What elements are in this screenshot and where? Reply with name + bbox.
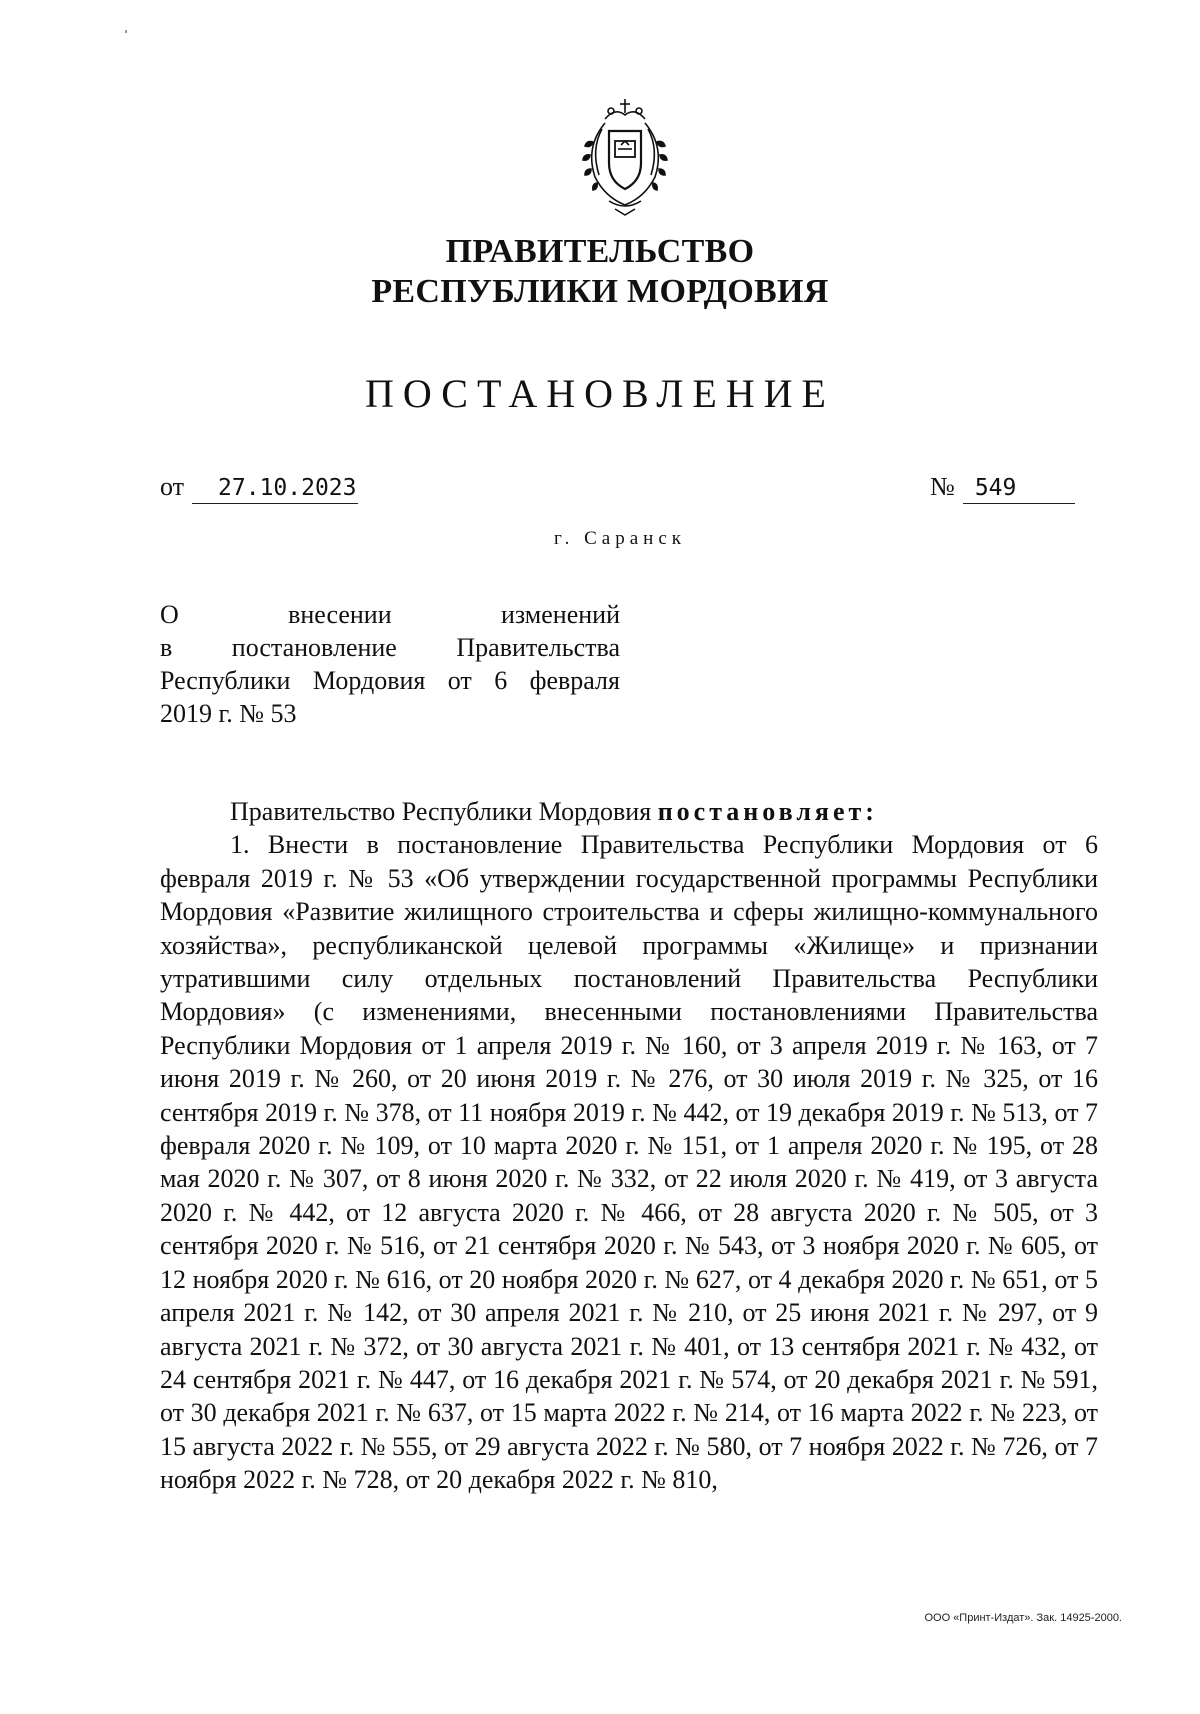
number-value: 549 (963, 473, 1075, 504)
scan-speck (125, 30, 127, 33)
document-body (160, 795, 1098, 1497)
authority-line-2: РЕСПУБЛИКИ МОРДОВИЯ (371, 273, 829, 310)
document-subject (160, 598, 620, 730)
preamble-text: Правительство Республики Мордовия (230, 797, 658, 826)
date-prefix: от (160, 472, 185, 501)
number-prefix: № (930, 472, 955, 501)
paragraph-1: 1. Внести в постановление Правительства Республики Мордовия от 6 февраля 2019 г. № 53 «Об утверждении государственной программы Республики Мордовия «Развитие жилищного строительства и сферы жилищно-коммунального хозяйства», республиканской целевой программы «Жилище» и признании утратившими силу отдельных постановлений Правительства Республики Мордовия» (с изменениями, внесенными постановлениями Правительства Республики Мордовия от 1 апреля 2019 г. № 160, от 3 апреля 2019 г. № 163, от 7 июня 2019 г. № 260, от 20 июня 2019 г. № 276, от 30 июля 2019 г. № 325, от 16 сентября 2019 г. № 378, от 11 ноября 2019 г. № 442, от 19 декабря 2019 г. № 513, от 7 февраля 2020 г. № 109, от 10 марта 2020 г. № 151, от 1 апреля 2020 г. № 195, от 28 мая 2020 г. № 307, от 8 июня 2020 г. № 332, от 22 июля 2020 г. № 419, от 3 августа 2020 г. № 442, от 12 августа 2020 г. № 466, от 28 августа 2020 г. № 505, от 3 сентября 2020 г. № 516, от 21 сентября 2020 г. № 543, от 3 ноября 2020 г. № 605, от 12 ноября 2020 г. № 616, от 20 ноября 2020 г. № 627, от 4 декабря 2020 г. № 651, от 5 апреля 2021 г. № 142, от 30 апреля 2021 г. № 210, от 25 июня 2021 г. № 297, от 9 августа 2021 г. № 372, от 30 августа 2021 г. № 401, от 13 сентября 2021 г. № 432, от 24 сентября 2021 г. № 447, от 16 декабря 2021 г. № 574, от 20 декабря 2021 г. № 591, от 30 декабря 2021 г. № 637, от 15 марта 2022 г. № 214, от 16 марта 2022 г. № 223, от 15 августа 2022 г. № 555, от 29 августа 2022 г. № 580, от 7 ноября 2022 г. № 726, от 7 ноября 2022 г. № 728, от 20 декабря 2022 г. № 810, (160, 830, 1098, 1495)
subject-line: в постановление Правительства (160, 633, 620, 662)
coat-of-arms-icon (575, 97, 675, 217)
preamble (160, 795, 1098, 828)
preamble-verb: постановляет: (657, 797, 878, 826)
issue-city: г. Саранск (553, 528, 687, 549)
subject-line: Республики Мордовия от 6 февраля (160, 666, 620, 695)
subject-line: О внесении изменений (160, 600, 620, 629)
document-number (930, 472, 1075, 504)
document-date (160, 472, 358, 504)
subject-line: 2019 г. № 53 (160, 699, 297, 728)
authority-line-1: ПРАВИТЕЛЬСТВО (445, 233, 755, 270)
issuing-authority (0, 232, 1200, 312)
printer-note: ООО «Принт-Издат». Зак. 14925-2000. (924, 1612, 1122, 1624)
document-type-heading: ПОСТАНОВЛЕНИЕ (365, 371, 835, 416)
date-value: 27.10.2023 (192, 473, 358, 504)
